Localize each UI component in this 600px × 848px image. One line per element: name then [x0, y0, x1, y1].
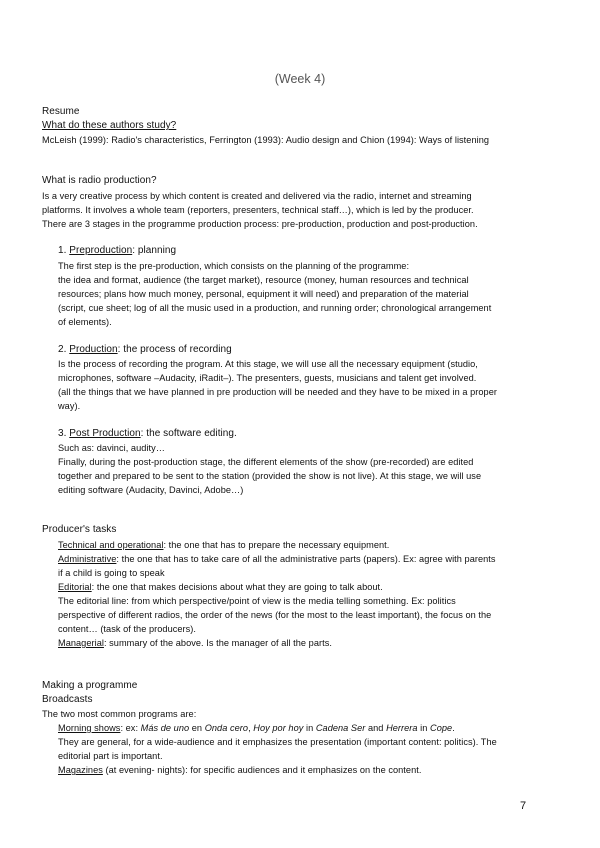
making-programme-heading: Making a programme: [42, 680, 138, 691]
paragraph-line: (script, cue sheet; log of all the music used in a production, and running order; chronological arrangement: [58, 303, 492, 313]
broadcasts-subheading: Broadcasts: [42, 694, 93, 705]
stage-2-heading: [58, 344, 232, 356]
station-name: Cope: [430, 723, 453, 733]
task-term: Administrative: [58, 554, 117, 564]
task-text: : the one that has to prepare the necessary equipment.: [163, 540, 390, 550]
paragraph-line: (all the things that we have planned in pre production will be needed and they have to be mixed in a proper: [58, 387, 497, 397]
paragraph-line: The editorial line: from which perspective/point of view is the media telling something. Ex: politics: [58, 596, 456, 606]
paragraph-line: There are 3 stages in the programme production process: pre-production, production and post-production.: [42, 219, 478, 229]
radio-production-heading: What is radio production?: [42, 175, 157, 186]
page-number: 7: [520, 800, 527, 812]
program-name: Herrera: [386, 723, 418, 733]
resume-authors: McLeish (1999): Radio's characteristics, Ferrington (1993): Audio design and Chion (1994): Ways of listening: [42, 135, 490, 145]
paragraph-line: microphones, software –Audacity, iRadit–). The presenters, guests, musicians and talent get involved.: [58, 373, 477, 383]
task-administrative: [58, 553, 496, 565]
stage-3-heading: [58, 428, 237, 440]
text-span: in: [417, 723, 431, 733]
paragraph-line: of elements).: [58, 317, 112, 327]
stage-term: Preproduction: [69, 245, 133, 256]
paragraph-line: Is the process of recording the program. At this stage, we will use all the necessary equipment (studio,: [58, 359, 478, 369]
stage-subtitle: : the process of recording: [117, 344, 232, 355]
paragraph-line: The two most common programs are:: [42, 709, 197, 719]
task-technical: [58, 539, 389, 551]
paragraph-line: way).: [58, 401, 81, 411]
program-term: Morning shows: [58, 723, 121, 733]
task-managerial: [58, 637, 332, 649]
paragraph-line: perspective of different radios, the order of the news (for the most to the least important), the focus on the: [58, 610, 492, 620]
program-term: Magazines: [58, 765, 103, 775]
resume-question: What do these authors study?: [42, 120, 177, 131]
resume-heading: Resume: [42, 106, 80, 117]
program-name: Más de uno: [140, 723, 190, 733]
task-term: Editorial: [58, 582, 92, 592]
magazines-line: [58, 764, 421, 776]
text-span: .: [452, 723, 455, 733]
task-term: Managerial: [58, 638, 104, 648]
text-span: (at evening- nights): for specific audiences and it emphasizes on the content.: [102, 765, 422, 775]
morning-shows-line: [58, 722, 455, 734]
stage-term: Post Production: [69, 428, 141, 439]
task-text: : summary of the above. Is the manager of all the parts.: [103, 638, 332, 648]
text-span: and: [365, 723, 387, 733]
paragraph-line: platforms. It involves a whole team (reporters, presenters, technical staff…), which is led by the producer.: [42, 205, 474, 215]
task-text: : the one that makes decisions about what they are going to talk about.: [91, 582, 383, 592]
paragraph-line: the idea and format, audience (the target market), resource (money, human resources and technical: [58, 275, 469, 285]
task-editorial: [58, 581, 383, 593]
text-span: : ex:: [120, 723, 141, 733]
text-span: ,: [248, 723, 254, 733]
page-title: (Week 4): [274, 72, 326, 86]
station-name: Onda cero: [204, 723, 249, 733]
station-name: Cadena Ser: [315, 723, 366, 733]
stage-1-heading: [58, 245, 176, 257]
stage-number: 3.: [58, 428, 70, 439]
paragraph-line: Is a very creative process by which content is created and delivered via the radio, internet and streaming: [42, 191, 472, 201]
paragraph-line: editorial part is important.: [58, 751, 163, 761]
stage-subtitle: : planning: [132, 245, 177, 256]
paragraph-line: resources; plans how much money, personal, equipment it will need) and preparation of the material: [58, 289, 469, 299]
text-span: in: [303, 723, 316, 733]
paragraph-line: together and prepared to be sent to the station (provided the show is not live). At this stage, we will use: [58, 471, 482, 481]
paragraph-line: editing software (Audacity, Davinci, Adobe…): [58, 485, 244, 495]
paragraph-line: They are general, for a wide-audience and it emphasizes the presentation (important content: politics). The: [58, 737, 497, 747]
paragraph-line: Such as: davinci, audity…: [58, 443, 165, 453]
producer-tasks-heading: Producer's tasks: [42, 524, 117, 535]
paragraph-line: if a child is going to speak: [58, 568, 165, 578]
stage-number: 2.: [58, 344, 70, 355]
stage-subtitle: : the software editing.: [140, 428, 237, 439]
task-text: : the one that has to take care of all the administrative parts (papers). Ex: agree with parents: [116, 554, 496, 564]
paragraph-line: content… (task of the producers).: [58, 624, 196, 634]
stage-term: Production: [69, 344, 118, 355]
paragraph-line: The first step is the pre-production, which consists on the planning of the programme:: [58, 261, 410, 271]
text-span: en: [189, 723, 205, 733]
stage-number: 1.: [58, 245, 70, 256]
task-term: Technical and operational: [58, 540, 164, 550]
program-name: Hoy por hoy: [253, 723, 304, 733]
paragraph-line: Finally, during the post-production stage, the different elements of the show (pre-recorded) are edited: [58, 457, 474, 467]
